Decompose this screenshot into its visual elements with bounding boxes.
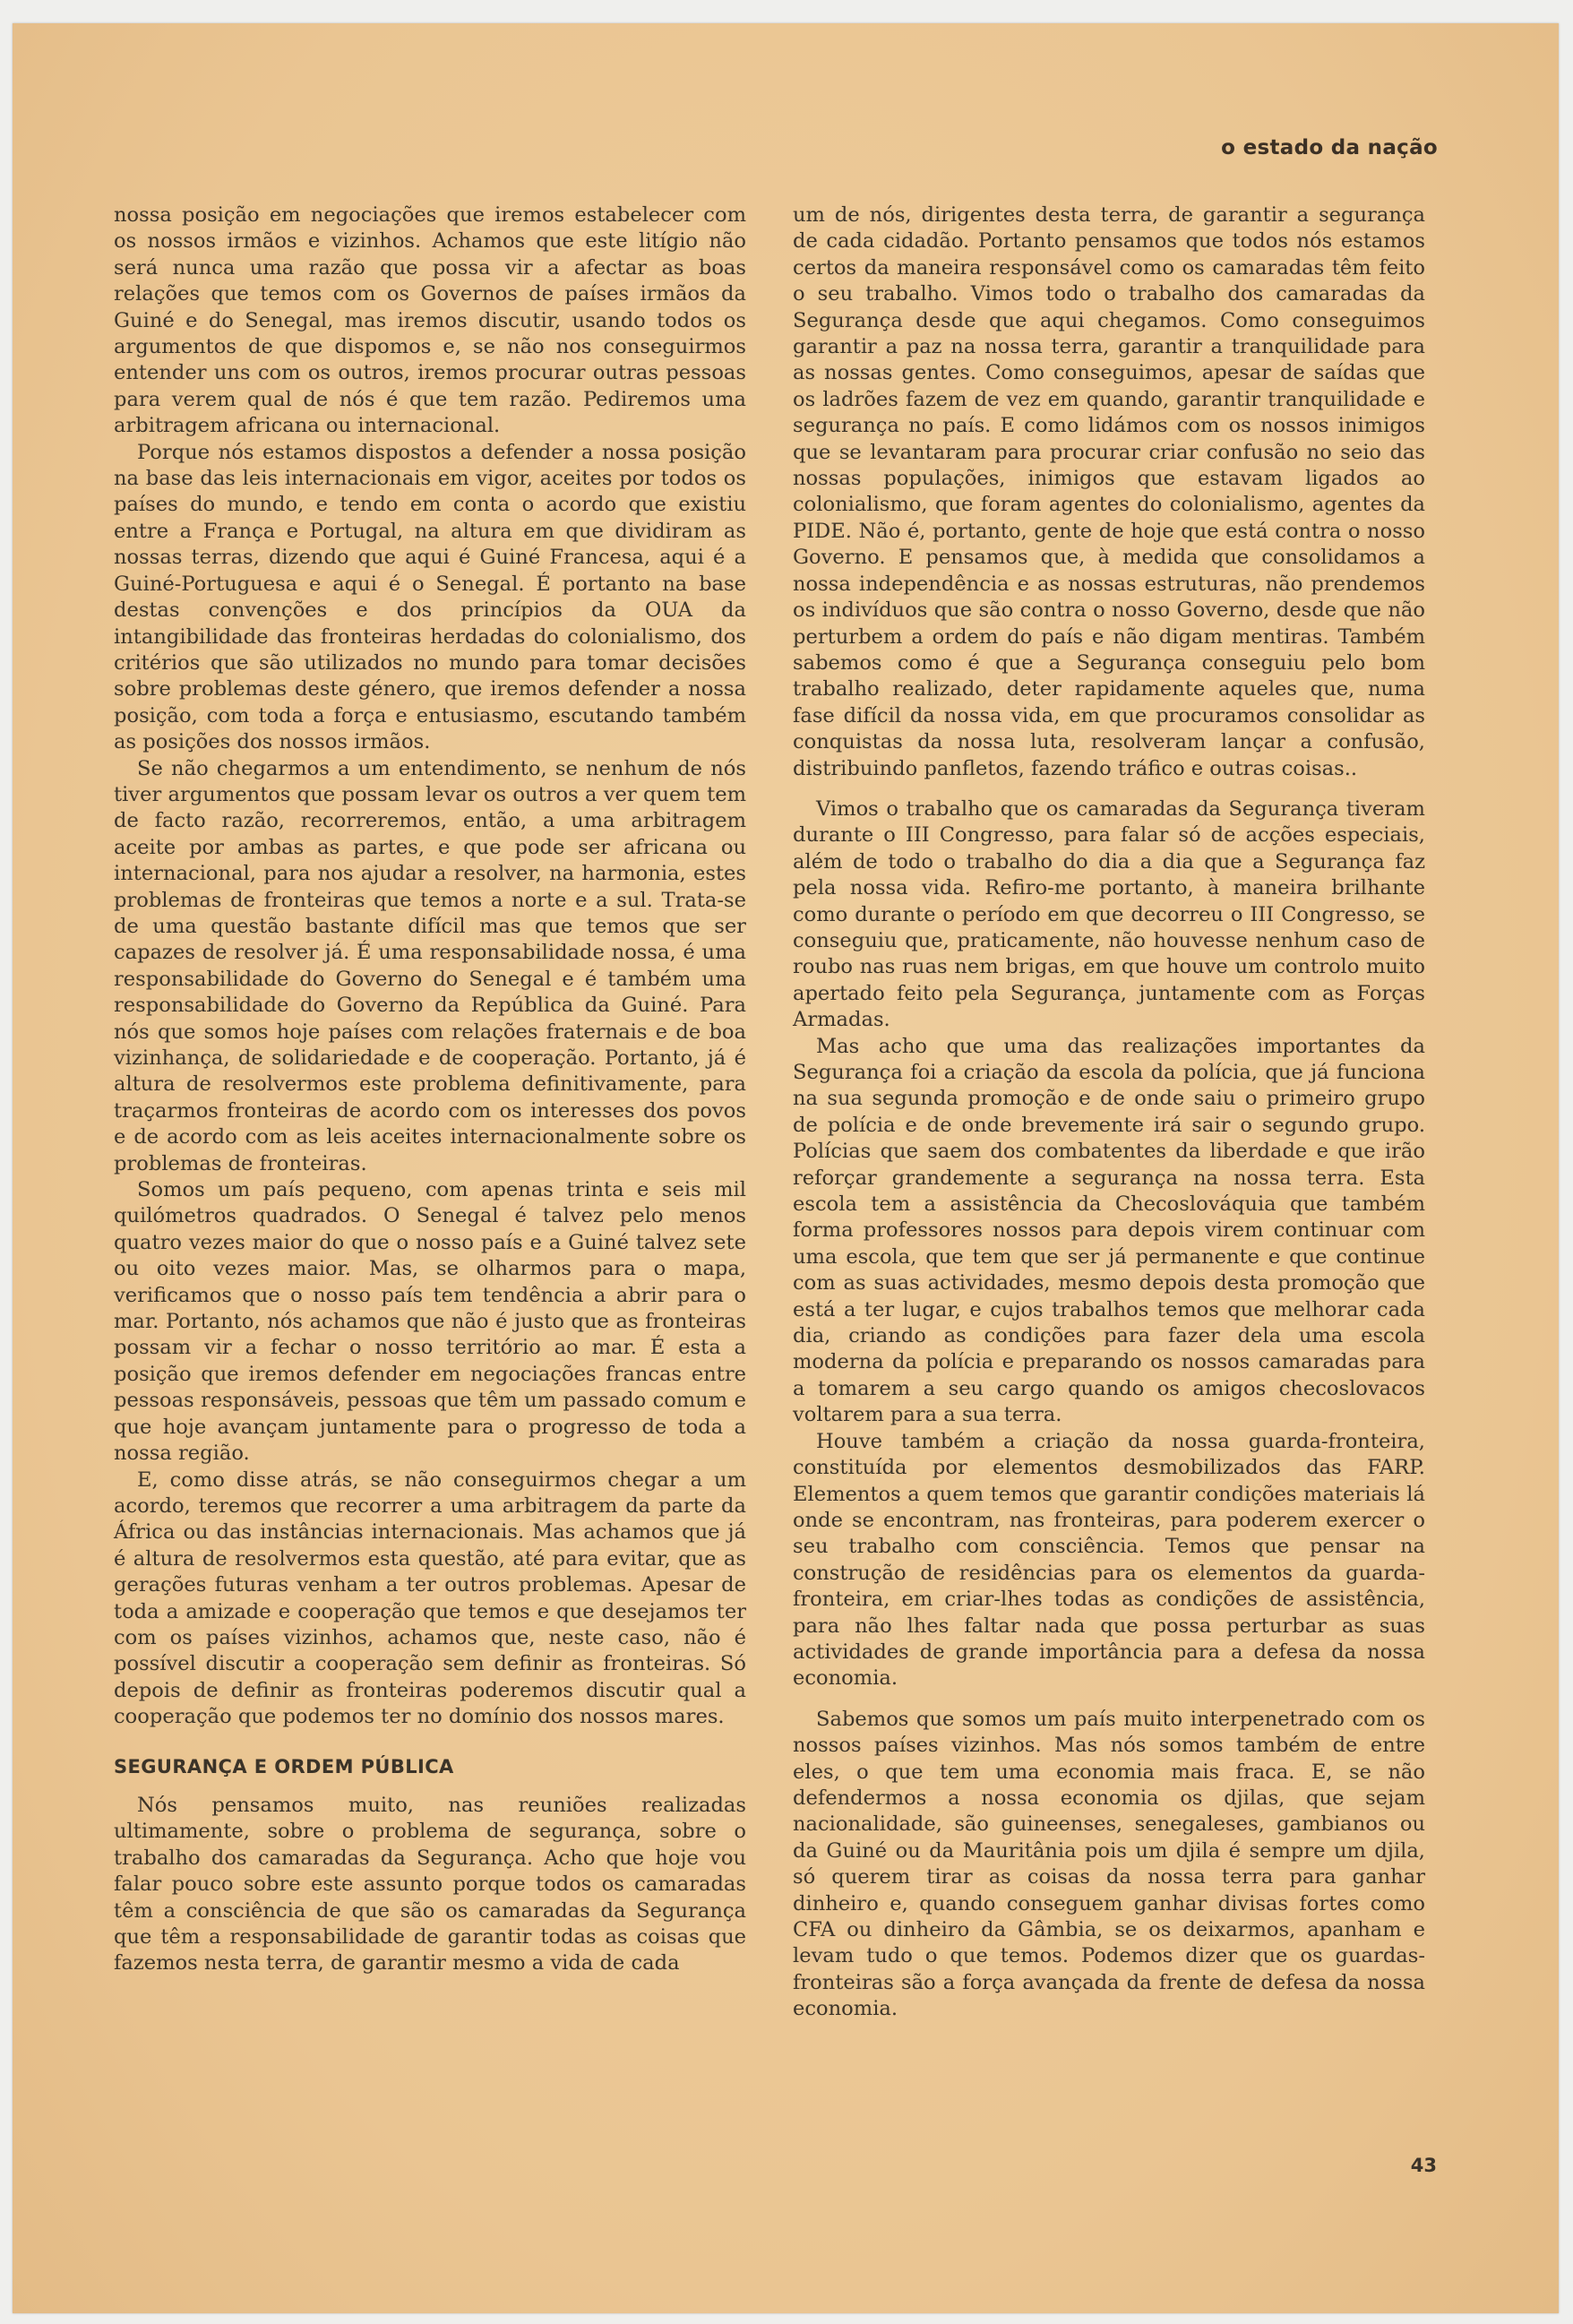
paragraph: Sabemos que somos um país muito interpenetrado com os nossos países vizinhos. Mas nós somos também de entre eles, o que tem uma economia mais fraca. E, se não defendermos a nossa economia os djilas, que sejam nacionalidade, são guineenses, senegaleses, gambianos ou da Guiné ou da Mauritânia pois um djila é sempre um djila, só querem tirar as coisas da nossa terra para ganhar dinheiro e, quando conseguem ganhar divisas fortes como CFA ou dinheiro da Gâmbia, se os deixarmos, apanham e levam tudo o que temos. Podemos dizer que os guardas-fronteiras são a força avançada da frente de defesa da nossa economia. [793,1707,1425,2021]
paragraph: E, como disse atrás, se não conseguirmos chegar a um acordo, teremos que recorrer a uma arbitragem da parte da África ou das instâncias internacionais. Mas achamos que já é altura de resolvermos esta questão, até para evitar, que as gerações futuras venham a ter outros problemas. Apesar de toda a amizade e cooperação que temos e que desejamos ter com os países vizinhos, achamos que, neste caso, não é possível discutir a cooperação sem definir as fronteiras. Só depois de definir as fronteiras poderemos discutir qual a cooperação que podemos ter no domínio dos nossos mares. [114,1468,746,1729]
paragraph: Somos um país pequeno, com apenas trinta e seis mil quilómetros quadrados. O Senegal é talvez pelo menos quatro vezes maior do que o nosso país e a Guiné talvez sete ou oito vezes maior. Mas, se olharmos para o mapa, verificamos que o nosso país tem tendência a abrir para o mar. Portanto, nós achamos que não é justo que as fronteiras possam vir a fechar o nosso território ao mar. É esta a posição que iremos defender em negociações francas entre pessoas responsáveis, pessoas que têm um passado comum e que hoje avançam juntamente para o progresso de toda a nossa região. [114,1178,746,1466]
paragraph: Porque nós estamos dispostos a defender a nossa posição na base das leis internacionais em vigor, aceites por todos os países do mundo, e tendo em conta o acordo que existiu entre a França e Portugal, na altura em que dividiram as nossas terras, dizendo que aqui é Guiné Francesa, aqui é a Guiné-Portuguesa e aqui é o Senegal. É portanto na base destas convenções e dos princípios da OUA da intangibilidade das fronteiras herdadas do colonialismo, dos critérios que são utilizados no mundo para tomar decisões sobre problemas deste género, que iremos defender a nossa posição, com toda a força e entusiasmo, escutando também as posições dos nossos irmãos. [114,440,746,754]
running-header: o estado da nação [1221,136,1438,159]
paragraph: Se não chegarmos a um entendimento, se nenhum de nós tiver argumentos que possam levar os outros a ver quem tem de facto razão, recorreremos, então, a uma arbitragem aceite por ambas as partes, e que pode ser africana ou internacional, para nos ajudar a resolver, na harmonia, estes problemas de fronteiras que temos a norte e a sul. Trata-se de uma questão bastante difícil mas que temos que ser capazes de resolver já. É uma responsabilidade nossa, é uma responsabilidade do Governo do Senegal e é também uma responsabilidade do Governo da República da Guiné. Para nós que somos hoje países com relações fraternais e de boa vizinhança, de solidariedade e de cooperação. Portanto, já é altura de resolvermos este problema definitivamente, para traçarmos fronteiras de acordo com os interesses dos povos e de acordo com as leis aceites internacionalmente sobre os problemas de fronteiras. [114,756,746,1175]
paragraph: um de nós, dirigentes desta terra, de garantir a segurança de cada cidadão. Portanto pensamos que todos nós estamos certos da maneira responsável como os camaradas têm feito o seu trabalho. Vimos todo o trabalho dos camaradas da Segurança desde que aqui chegamos. Como conseguimos garantir a paz na nossa terra, garantir a tranquilidade para as nossas gentes. Como conseguimos, apesar de saídas que os ladrões fazem de vez em quando, garantir tranquilidade e segurança no país. E como lidámos com os nossos inimigos que se levantaram para procurar criar confusão no seio das nossas populações, inimigos que estavam ligados ao colonialismo, que foram agentes do colonialismo, agentes da PIDE. Não é, portanto, gente de hoje que está contra o nosso Governo. E pensamos que, à medida que consolidamos a nossa independência e as nossas estruturas, não prendemos os indivíduos que são contra o nosso Governo, desde que não perturbem a ordem do país e não digam mentiras. Também sabemos como é que a Segurança conseguiu pelo bom trabalho realizado, deter rapidamente aqueles que, numa fase difícil da nossa vida, em que procuramos consolidar as conquistas da nossa luta, resolveram lançar a confusão, distribuindo panfletos, fazendo tráfico e outras coisas.. [793,203,1425,780]
paragraph: Vimos o trabalho que os camaradas da Segurança tiveram durante o III Congresso, para falar só de acções especiais, além de todo o trabalho do dia a dia que a Segurança faz pela nossa vida. Refiro-me portanto, à maneira brilhante como durante o período em que decorreu o III Congresso, se conseguiu que, praticamente, não houvesse nenhum caso de roubo nas ruas nem brigas, em que houve um controlo muito apertado feito pela Segurança, juntamente com as Forças Armadas. [793,796,1425,1032]
right-column [793,202,1425,2023]
magazine-page [13,23,1559,2313]
paragraph: Houve também a criação da nossa guarda-fronteira, constituída por elementos desmobilizados das FARP. Elementos a quem temos que garantir condições materiais lá onde se encontram, nas fronteiras, para poderem exercer o seu trabalho com consciência. Temos que pensar na construção de residências para os elementos da guarda-fronteira, em criar-lhes todas as condições de assistência, para não lhes faltar nada que possa perturbar as suas actividades de grande importância para a defesa da nossa economia. [793,1429,1425,1691]
left-column [114,202,746,1977]
paragraph: nossa posição em negociações que iremos estabelecer com os nossos irmãos e vizinhos. Achamos que este litígio não será nunca uma razão que possa vir a afectar as boas relações que temos com os Governos de países irmãos da Guiné e do Senegal, mas iremos discutir, usando todos os argumentos de que dispomos e, se não nos conseguirmos entender uns com os outros, iremos procurar outras pessoas para verem qual de nós é que tem razão. Pediremos uma arbitragem africana ou internacional. [114,203,746,438]
section-subheading: SEGURANÇA E ORDEM PÚBLICA [114,1755,454,1777]
paragraph: Nós pensamos muito, nas reuniões realizadas ultimamente, sobre o problema de segurança, sobre o trabalho dos camaradas da Segurança. Acho que hoje vou falar pouco sobre este assunto porque todos os camaradas têm a consciência de que são os camaradas da Segurança que têm a responsabilidade de garantir todas as coisas que fazemos nesta terra, de garantir mesmo a vida de cada [114,1793,746,1975]
paragraph: Mas acho que uma das realizações importantes da Segurança foi a criação da escola da polícia, que já funciona na sua segunda promoção e de onde saiu o primeiro grupo de polícia e de onde brevemente irá sair o segundo grupo. Polícias que saem dos combatentes da liberdade e que irão reforçar grandemente a segurança na nossa terra. Esta escola tem a assistência da Checoslováquia que também forma professores nossos para depois virem continuar com uma escola, que tem que ser já permanente e que continue com as suas actividades, mesmo depois desta promoção que está a ter lugar, e cujos trabalhos temos que melhorar cada dia, criando as condições para fazer dela uma escola moderna da polícia e preparando os nossos camaradas para a tomarem a seu cargo quando os amigos checoslovacos voltarem para a sua terra. [793,1034,1425,1427]
page-number: 43 [1410,2155,1437,2176]
